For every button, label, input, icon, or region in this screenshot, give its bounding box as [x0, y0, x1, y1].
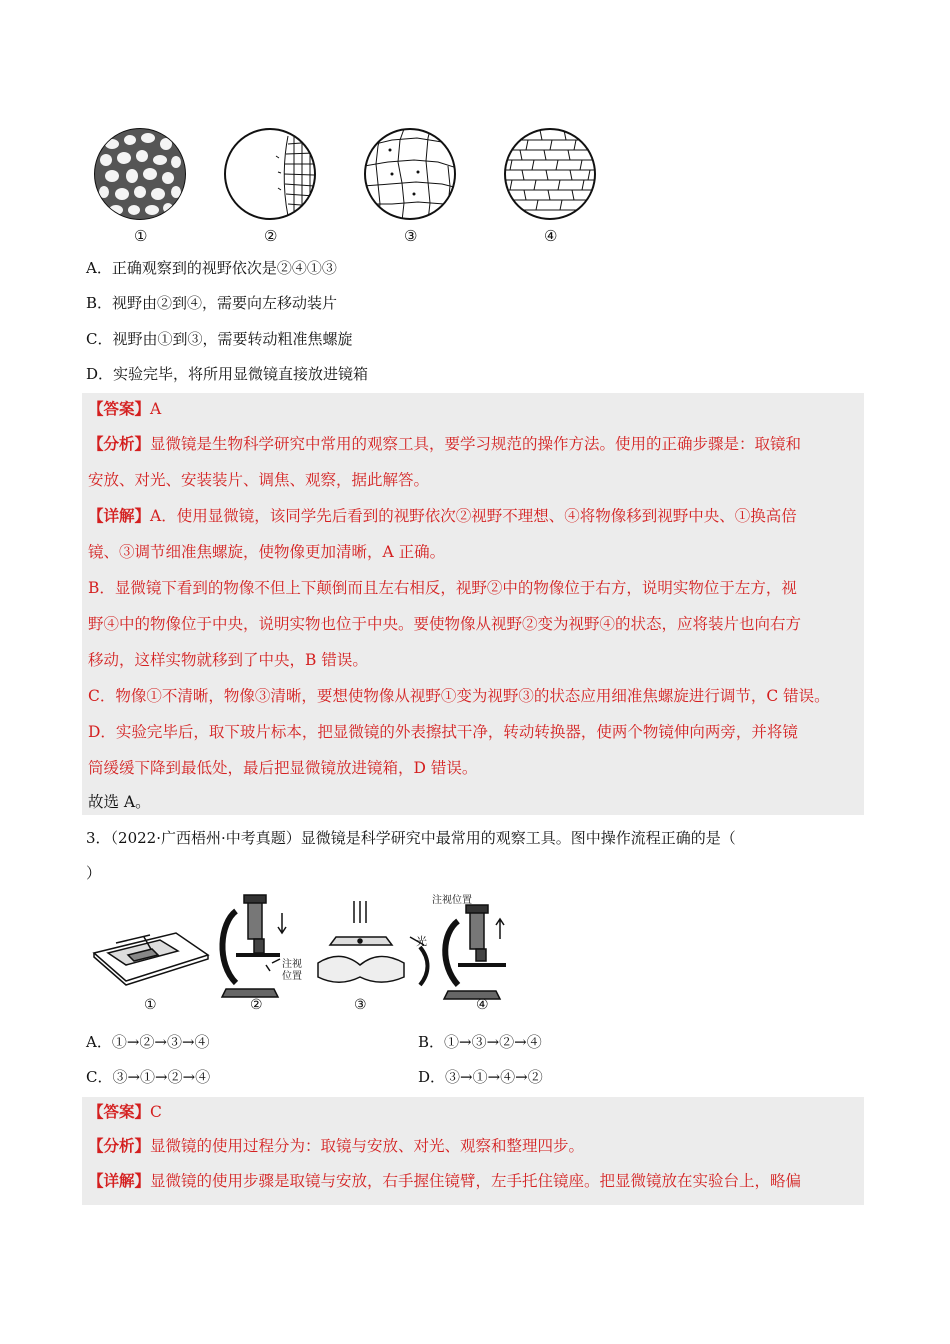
analysis-tag: 【分析】 — [88, 434, 151, 453]
answer-tag: 【答案】 — [88, 399, 151, 418]
option-d: D．实验完毕，将所用显微镜直接放进镜箱 — [86, 365, 369, 383]
q3-detail-line — [88, 1170, 801, 1192]
detail-line-3: B．显微镜下看到的物像不但上下颠倒而且左右相反，视野②中的物像位于右方，说明实物位于左方，视 — [88, 579, 797, 597]
detail-line-8: 筒缓缓下降到最低处，最后把显微镜放进镜箱，D 错误。 — [88, 759, 478, 777]
option-c: C．视野由①到③，需要转动粗准焦螺旋 — [86, 330, 353, 348]
q3-answer-tag: 【答案】 — [88, 1102, 151, 1121]
analysis-line-1 — [88, 433, 801, 455]
detail-line-1 — [88, 505, 797, 527]
analysis-line-2: 安放、对光、安装装片、调焦、观察，据此解答。 — [88, 471, 430, 489]
q3-answer-value: C — [150, 1103, 162, 1121]
step-2-image — [222, 895, 286, 997]
q3-option-d: D．③→①→④→② — [418, 1068, 543, 1086]
detail-line-2: 镜、③调节细准焦螺旋，使物像更加清晰，A 正确。 — [88, 543, 446, 561]
conclusion: 故选 A。 — [88, 793, 151, 811]
microscope-steps-figure — [86, 893, 526, 1015]
detail-line-4: 野④中的物像位于中央，说明实物也位于中央。要使物像从视野②变为视野④的状态，应将装片也向右方 — [88, 615, 802, 633]
view-4-label: ④ — [544, 227, 558, 245]
detail-text-1: A．使用显微镜，该同学先后看到的视野依次②视野不理想、④将物像移到视野中央、①换高倍 — [150, 507, 797, 525]
step-4-watch-label: 注视位置 — [432, 895, 472, 906]
q3-answer-line — [88, 1101, 162, 1123]
q3-analysis-tag: 【分析】 — [88, 1136, 151, 1155]
step-1-label: ① — [144, 997, 157, 1013]
answer-panel — [82, 393, 864, 815]
microscope-views-figure — [92, 126, 602, 248]
option-a: A．正确观察到的视野依次是②④①③ — [86, 259, 337, 277]
view-3-label: ③ — [404, 227, 418, 245]
q3-stem-line-1: 3．（2022·广西梧州·中考真题）显微镜是科学研究中最常用的观察工具。图中操作流程正确的是（ — [86, 829, 736, 847]
answer-line — [88, 398, 161, 420]
q3-analysis-text: 显微镜的使用过程分为：取镜与安放、对光、观察和整理四步。 — [150, 1137, 585, 1155]
view-1-image — [92, 126, 192, 226]
q3-stem-line-2: ） — [86, 864, 102, 882]
step-4-image — [444, 905, 506, 999]
step-2-position-label: 位置 — [282, 971, 302, 982]
view-2-image — [225, 129, 315, 220]
q3-detail-tag: 【详解】 — [88, 1171, 151, 1190]
q3-option-b: B．①→③→②→④ — [418, 1033, 542, 1051]
answer-value: A — [150, 400, 162, 418]
detail-line-7: D．实验完毕后，取下玻片标本，把显微镜的外表擦拭干净，转动转换器，使两个物镜伸向两旁，并将镜 — [88, 723, 798, 741]
step-2-label: ② — [250, 997, 263, 1013]
step-3-image — [318, 901, 428, 985]
step-3-label: ③ — [354, 997, 367, 1013]
q3-detail-text: 显微镜的使用步骤是取镜与安放，右手握住镜臂，左手托住镜座。把显微镜放在实验台上，略偏 — [150, 1172, 802, 1190]
detail-tag: 【详解】 — [88, 506, 151, 525]
detail-line-6: C．物像①不清晰，物像③清晰，要想使物像从视野①变为视野③的状态应用细准焦螺旋进行调节，C 错误。 — [88, 687, 830, 705]
step-1-image — [94, 933, 208, 985]
step-3-light-label: 光 — [416, 935, 427, 948]
option-b: B．视野由②到④，需要向左移动装片 — [86, 294, 338, 312]
view-1-label: ① — [134, 227, 148, 245]
analysis-text-1: 显微镜是生物科学研究中常用的观察工具，要学习规范的操作方法。使用的正确步骤是：取镜和 — [150, 435, 802, 453]
q3-option-a: A．①→②→③→④ — [86, 1033, 210, 1051]
step-2-watch-label: 注视 — [282, 959, 302, 970]
view-3-image — [364, 129, 458, 221]
view-2-label: ② — [264, 227, 278, 245]
q3-analysis-line — [88, 1135, 584, 1157]
detail-line-5: 移动，这样实物就移到了中央，B 错误。 — [88, 651, 368, 669]
view-4-image — [505, 129, 595, 219]
step-4-label: ④ — [476, 997, 489, 1013]
q3-option-c: C．③→①→②→④ — [86, 1068, 211, 1086]
